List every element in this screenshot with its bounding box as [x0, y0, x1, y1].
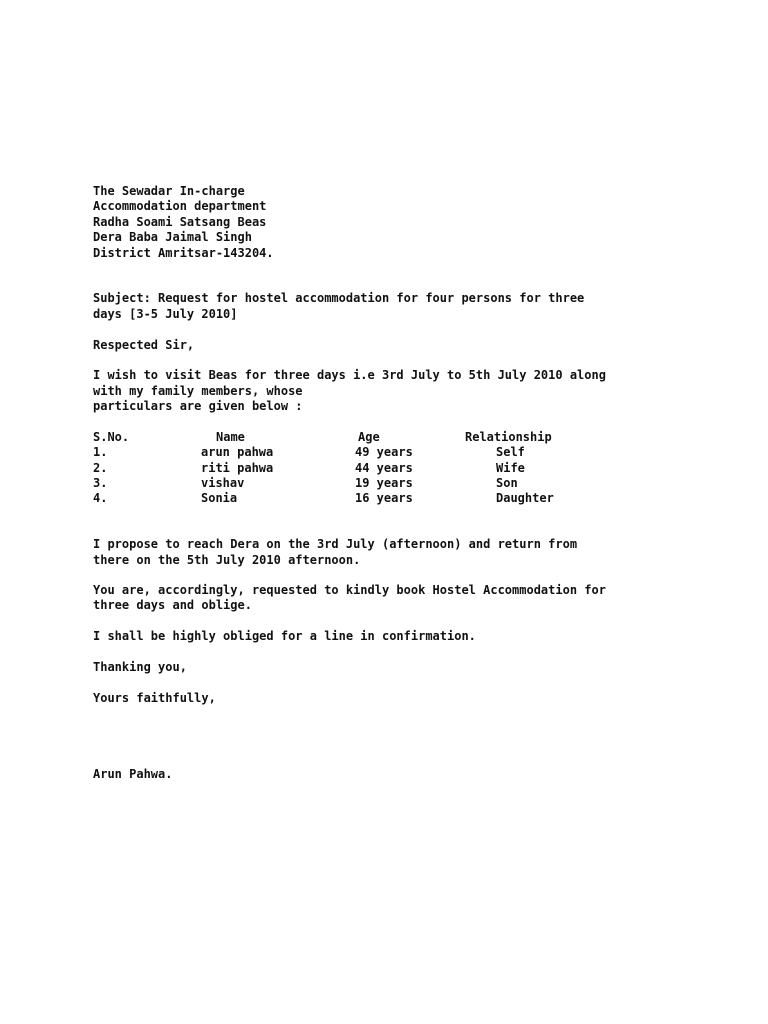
cell-relationship: Wife [496, 461, 525, 475]
address-line: District Amritsar-143204. [93, 246, 274, 260]
cell-relationship: Son [496, 476, 518, 490]
address-line: The Sewadar In-charge [93, 184, 245, 198]
body-line: three days and oblige. [93, 598, 252, 612]
signature-name: Arun Pahwa. [93, 767, 173, 781]
subject-line: Subject: Request for hostel accommodation for four persons for three [93, 291, 585, 305]
cell-name: vishav [201, 476, 245, 490]
header-sno: S.No. [93, 430, 130, 444]
cell-relationship: Daughter [496, 491, 554, 505]
cell-name: Sonia [201, 491, 238, 505]
cell-name: riti pahwa [201, 461, 274, 475]
cell-sno: 4. [93, 491, 108, 505]
address-line: Dera Baba Jaimal Singh [93, 230, 252, 244]
cell-name: arun pahwa [201, 445, 274, 459]
intro-line: I wish to visit Beas for three days i.e 3rd July to 5th July 2010 along [93, 368, 606, 382]
body-line: there on the 5th July 2010 afternoon. [93, 553, 361, 567]
body-line: I shall be highly obliged for a line in confirmation. [93, 629, 476, 643]
subject-line: days [3-5 July 2010] [93, 307, 238, 321]
cell-sno: 2. [93, 461, 108, 475]
cell-age: 49 years [355, 445, 413, 459]
salutation: Respected Sir, [93, 338, 195, 352]
body-line: You are, accordingly, requested to kindly book Hostel Accommodation for [93, 583, 606, 597]
cell-sno: 3. [93, 476, 108, 490]
header-relationship: Relationship [465, 430, 552, 444]
header-name: Name [216, 430, 245, 444]
address-line: Radha Soami Satsang Beas [93, 215, 267, 229]
cell-age: 44 years [355, 461, 413, 475]
header-age: Age [358, 430, 380, 444]
cell-relationship: Self [496, 445, 525, 459]
cell-sno: 1. [93, 445, 108, 459]
intro-line: particulars are given below : [93, 399, 303, 413]
intro-line: with my family members, whose [93, 384, 303, 398]
closing-line: Yours faithfully, [93, 691, 216, 705]
cell-age: 19 years [355, 476, 413, 490]
address-line: Accommodation department [93, 199, 267, 213]
thanks-line: Thanking you, [93, 660, 187, 674]
body-line: I propose to reach Dera on the 3rd July (afternoon) and return from [93, 537, 578, 551]
cell-age: 16 years [355, 491, 413, 505]
